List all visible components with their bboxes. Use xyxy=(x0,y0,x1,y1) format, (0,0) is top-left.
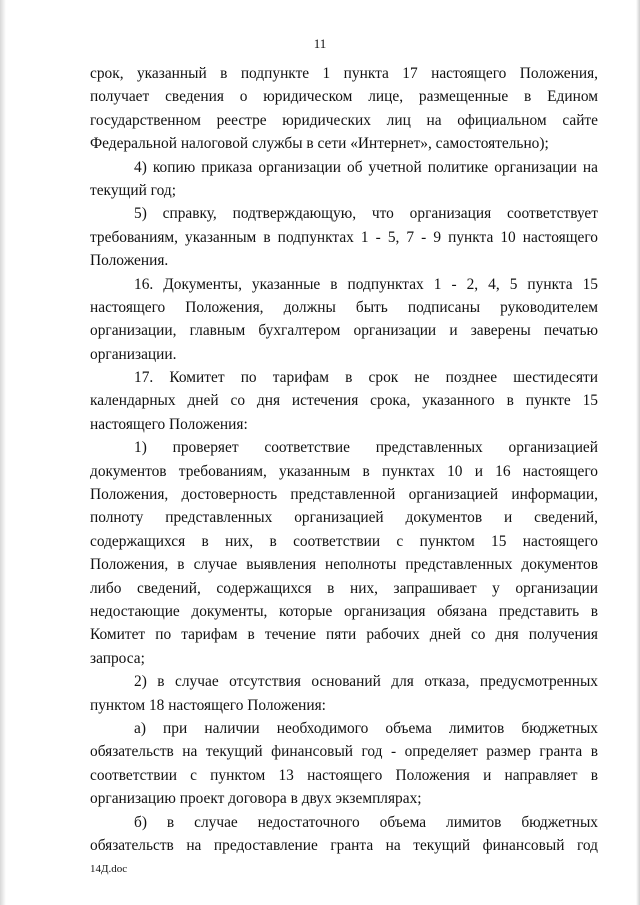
text-line: пунктом 18 настоящего Положения: xyxy=(90,696,326,714)
page-number: 11 xyxy=(313,36,327,51)
text-line: б) в случае недостаточного объема лимитов бюджетных xyxy=(134,813,598,831)
text-line: 1) проверяет соответствие представленных организацией xyxy=(134,439,598,457)
text-line: получает сведения о юридическом лице, размещенные в Едином xyxy=(90,88,598,106)
scan-edge-right xyxy=(636,0,640,905)
text-line: Положения, в случае выявления неполноты представленных документов xyxy=(90,556,598,574)
document-body xyxy=(90,62,598,857)
text-line: обязательств на текущий финансовый год - определяет размер гранта в xyxy=(90,743,598,761)
text-line: 2) в случае отсутствия оснований для отказа, предусмотренных xyxy=(134,673,598,691)
text-line: требованиям, указанным в подпунктах 1 - 5, 7 - 9 пункта 10 настоящего xyxy=(90,228,598,246)
text-line: 16. Документы, указанные в подпунктах 1 - 2, 4, 5 пункта 15 xyxy=(134,275,598,293)
text-line: 17. Комитет по тарифам в срок не позднее шестидесяти xyxy=(134,369,598,387)
text-line: полноту представленных организацией документов и сведений, xyxy=(90,509,598,527)
file-name-footer: 14Д.doc xyxy=(90,863,128,875)
text-line: организацию проект договора в двух экземплярах; xyxy=(90,790,422,808)
text-line: документов требованиям, указанным в пунктах 10 и 16 настоящего xyxy=(90,462,598,480)
text-line: государственном реестре юридических лиц на официальном сайте xyxy=(90,111,598,129)
text-line: срок, указанный в подпункте 1 пункта 17 настоящего Положения, xyxy=(90,65,598,82)
text-line: настоящего Положения: xyxy=(90,415,248,433)
text-line: Положения. xyxy=(90,252,169,270)
text-line: Комитет по тарифам в течение пяти рабочих дней со дня получения xyxy=(90,626,598,644)
text-line: организации, главным бухгалтером организации и заверены печатью xyxy=(90,322,598,340)
text-line: текущий год; xyxy=(90,181,176,199)
text-line: организации. xyxy=(90,345,177,363)
text-line: а) при наличии необходимого объема лимитов бюджетных xyxy=(134,719,598,737)
text-line: запроса; xyxy=(90,649,145,667)
text-line: Федеральной налоговой службы в сети «Интернет», самостоятельно); xyxy=(90,135,549,153)
text-line: 4) копию приказа организации об учетной политике организации на xyxy=(134,158,598,176)
text-line: Положения, достоверность представленной организацией информации, xyxy=(90,486,598,504)
text-line: недостающие документы, которые организация обязана представить в xyxy=(90,602,598,620)
text-line: обязательств на предоставление гранта на текущий финансовый год xyxy=(90,836,598,854)
text-line: календарных дней со дня истечения срока, указанного в пункте 15 xyxy=(90,392,598,410)
text-line: 5) справку, подтверждающую, что организация соответствует xyxy=(134,205,598,223)
text-line: соответствии с пунктом 13 настоящего Положения и направляет в xyxy=(90,766,598,784)
text-line: настоящего Положения, должны быть подписаны руководителем xyxy=(90,298,598,316)
text-line: либо сведений, содержащихся в них, запрашивает у организации xyxy=(90,579,598,597)
scan-edge-left xyxy=(0,0,6,905)
text-line: содержащихся в них, в соответствии с пунктом 15 настоящего xyxy=(90,532,598,550)
